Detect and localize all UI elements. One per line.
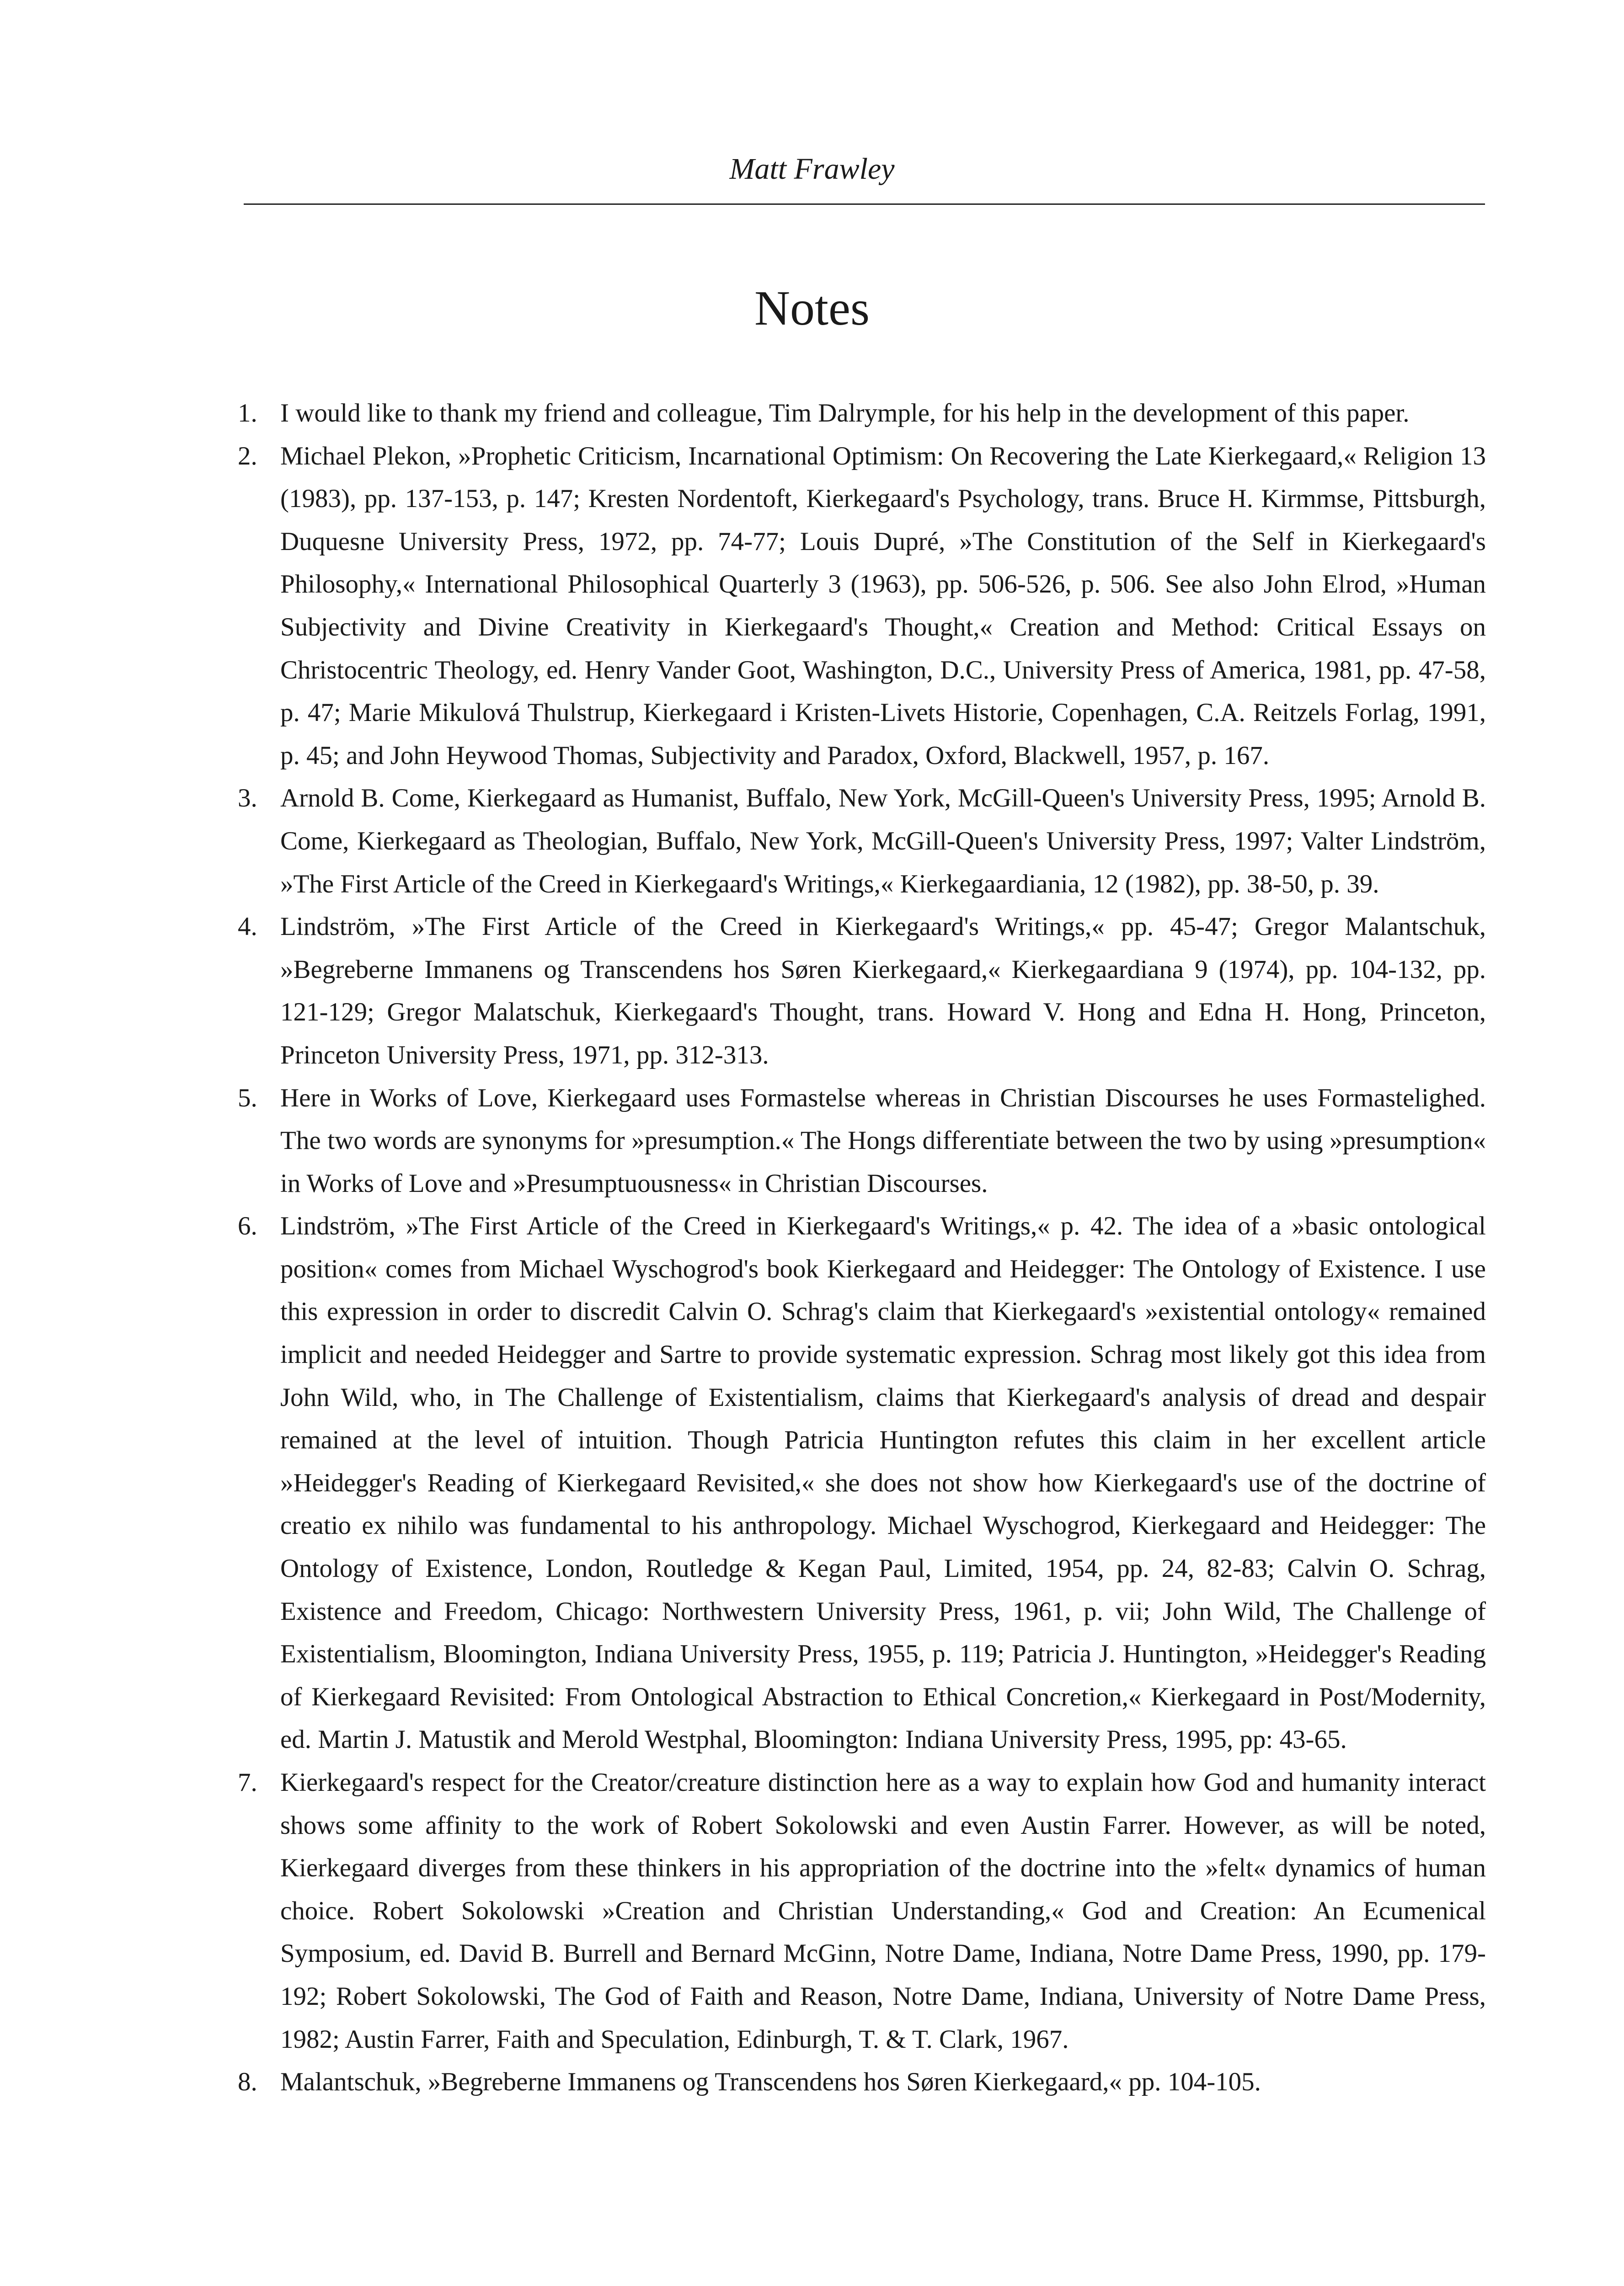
note-7 (238, 1761, 1486, 2061)
note-text: Here in Works of Love, Kierkegaard uses Formastelse whereas in Christian Discourses he uses Formastelighed. The two words are synonyms for »presumption.« The Hongs differentiate between the two by using »presumption« in Works of Love and »Presumptuousness« in Christian Discourses. (280, 1083, 1486, 1198)
note-number: 6. (238, 1212, 257, 1241)
note-1 (238, 392, 1486, 435)
note-text: Lindström, »The First Article of the Creed in Kierkegaard's Writings,« p. 42. The idea of a »basic ontological position« comes from Michael Wyschogrod's book Kierkegaard and Heidegger: The Ontology of Existence. I use this expression in order to discredit Calvin O. Schrag's claim that Kierkegaard's »existential ontology« remained implicit and needed Heidegger and Sartre to provide systematic expression. Schrag most likely got this idea from John Wild, who, in The Challenge of Existentialism, claims that Kierkegaard's analysis of dread and despair remained at the level of intuition. Though Patricia Huntington refutes this claim in her excellent article »Heidegger's Reading of Kierkegaard Revisited,« she does not show how Kierkegaard's use of the doctrine of creatio ex nihilo was fundamental to his anthropology. Michael Wyschogrod, Kierkegaard and Heidegger: The Ontology of Existence, London, Routledge & Kegan Paul, Limited, 1954, pp. 24, 82-83; Calvin O. Schrag, Existence and Freedom, Chicago: Northwestern University Press, 1961, p. vii; John Wild, The Challenge of Existentialism, Bloomington, Indiana University Press, 1955, p. 119; Patricia J. Huntington, »Heidegger's Reading of Kierkegaard Revisited: From Ontological Abstraction to Ethical Concretion,« Kierkegaard in Post/Modernity, ed. Martin J. Matustik and Merold Westphal, Bloomington: Indiana University Press, 1995, pp: 43-65. (280, 1212, 1486, 1754)
note-4 (238, 905, 1486, 1076)
note-text: Michael Plekon, »Prophetic Criticism, Incarnational Optimism: On Recovering the Late Kierkegaard,« Religion 13 (1983), pp. 137-153, p. 147; Kresten Nordentoft, Kierkegaard's Psychology, trans. Bruce H. Kirmmse, Pittsburgh, Duquesne University Press, 1972, pp. 74-77; Louis Dupré, »The Constitution of the Self in Kierkegaard's Philosophy,« International Philosophical Quarterly 3 (1963), pp. 506-526, p. 506. See also John Elrod, »Human Subjectivity and Divine Creativity in Kierkegaard's Thought,« Creation and Method: Critical Essays on Christocentric Theology, ed. Henry Vander Goot, Washington, D.C., University Press of America, 1981, pp. 47-58, p. 47; Marie Mikulová Thulstrup, Kierkegaard i Kristen-Livets Historie, Copenhagen, C.A. Reitzels Forlag, 1991, p. 45; and John Heywood Thomas, Subjectivity and Paradox, Oxford, Blackwell, 1957, p. 167. (280, 441, 1486, 770)
note-number: 7. (238, 1768, 257, 1797)
note-2 (238, 435, 1486, 777)
section-title: Notes (754, 281, 870, 336)
note-text: Lindström, »The First Article of the Creed in Kierkegaard's Writings,« pp. 45-47; Gregor Malantschuk, »Begreberne Immanens og Transcendens hos Søren Kierkegaard,« Kierkegaardiana 9 (1974), pp. 104-132, pp. 121-129; Gregor Malatschuk, Kierkegaard's Thought, trans. Howard V. Hong and Edna H. Hong, Princeton, Princeton University Press, 1971, pp. 312-313. (280, 912, 1486, 1069)
header-rule (244, 203, 1485, 205)
note-text: Kierkegaard's respect for the Creator/creature distinction here as a way to explain how God and humanity interact shows some affinity to the work of Robert Sokolowski and even Austin Farrer. However, as will be noted, Kierkegaard diverges from these thinkers in his appropriation of the doctrine into the »felt« dynamics of human choice. Robert Sokolowski »Creation and Christian Understanding,« God and Creation: An Ecumenical Symposium, ed. David B. Burrell and Bernard McGinn, Notre Dame, Indiana, Notre Dame Press, 1990, pp. 179-192; Robert Sokolowski, The God of Faith and Reason, Notre Dame, Indiana, University of Notre Dame Press, 1982; Austin Farrer, Faith and Speculation, Edinburgh, T. & T. Clark, 1967. (280, 1768, 1486, 2054)
note-3 (238, 777, 1486, 905)
note-8 (238, 2061, 1486, 2104)
note-number: 4. (238, 912, 257, 941)
running-head: Matt Frawley (729, 152, 895, 186)
notes-list (238, 392, 1486, 2104)
note-text: Arnold B. Come, Kierkegaard as Humanist, Buffalo, New York, McGill-Queen's University Press, 1995; Arnold B. Come, Kierkegaard as Theologian, Buffalo, New York, McGill-Queen's University Press, 1997; Valter Lindström, »The First Article of the Creed in Kierkegaard's Writings,« Kierkegaardiania, 12 (1982), pp. 38-50, p. 39. (280, 784, 1486, 898)
note-text: I would like to thank my friend and colleague, Tim Dalrymple, for his help in the development of this paper. (280, 399, 1410, 427)
note-number: 3. (238, 784, 257, 813)
note-text: Malantschuk, »Begreberne Immanens og Transcendens hos Søren Kierkegaard,« pp. 104-105. (280, 2067, 1261, 2097)
note-number: 2. (238, 441, 257, 470)
note-number: 8. (238, 2067, 257, 2097)
note-number: 1. (238, 399, 257, 427)
note-5 (238, 1077, 1486, 1205)
note-6 (238, 1205, 1486, 1761)
note-number: 5. (238, 1083, 257, 1112)
